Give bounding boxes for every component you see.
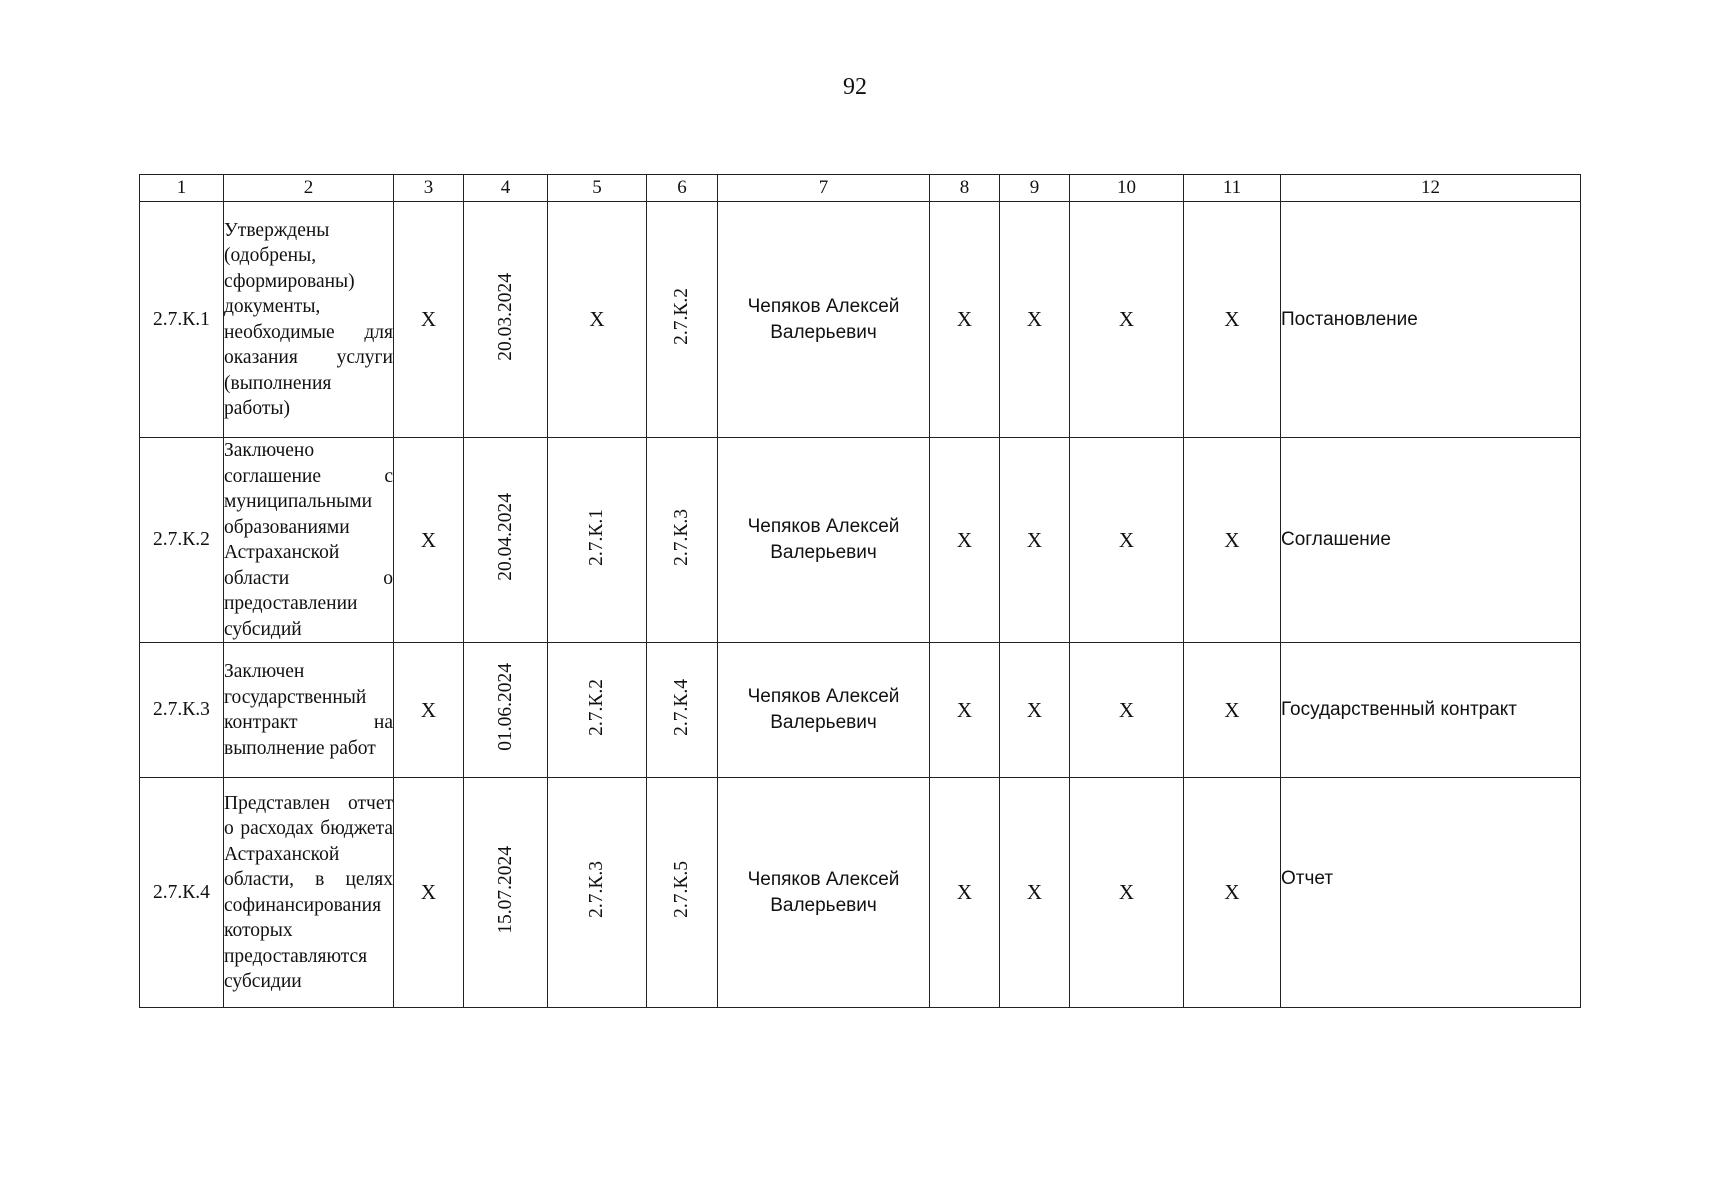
cell-date — [464, 438, 548, 643]
cell-col10: Х — [1070, 643, 1184, 778]
cell-col10: Х — [1070, 778, 1184, 1008]
table-row — [140, 778, 1581, 1008]
date-text: 20.03.2024 — [494, 272, 516, 361]
responsible-person: Чепяков Алексей Валерьевич — [718, 202, 930, 438]
cell-date — [464, 202, 548, 438]
successor-text: 2.7.К.2 — [671, 288, 692, 345]
column-header: 3 — [394, 175, 464, 202]
control-point-name: Заключено соглашение с муниципальными образованиями Астраханской области о предоставлении субсидий — [224, 438, 394, 643]
column-header: 9 — [1000, 175, 1070, 202]
column-header: 11 — [1184, 175, 1281, 202]
cell-col3: Х — [394, 438, 464, 643]
column-header: 2 — [224, 175, 394, 202]
cell-col11: Х — [1184, 643, 1281, 778]
column-header: 8 — [930, 175, 1000, 202]
document-type: Соглашение — [1281, 438, 1581, 643]
cell-successor — [647, 778, 718, 1008]
cell-date — [464, 643, 548, 778]
predecessor-text: 2.7.К.3 — [586, 861, 607, 918]
column-header: 7 — [718, 175, 930, 202]
cell-col9: Х — [1000, 202, 1070, 438]
date-text: 20.04.2024 — [494, 493, 516, 581]
cell-col3: Х — [394, 202, 464, 438]
predecessor-text: 2.7.К.2 — [586, 678, 607, 736]
predecessor-text: 2.7.К.1 — [586, 508, 607, 566]
responsible-person: Чепяков Алексей Валерьевич — [718, 778, 930, 1008]
page-number: 92 — [843, 74, 867, 100]
control-point-name: Заключен государственный контракт на выполнение работ — [224, 643, 394, 778]
column-header: 1 — [140, 175, 224, 202]
table-row — [140, 643, 1581, 778]
cell-col11: Х — [1184, 438, 1281, 643]
cell-successor — [647, 202, 718, 438]
header-row — [140, 175, 1581, 202]
successor-text: 2.7.К.5 — [671, 861, 692, 918]
cell-col3: Х — [394, 643, 464, 778]
column-header: 5 — [548, 175, 647, 202]
table-row — [140, 438, 1581, 643]
column-header: 4 — [464, 175, 548, 202]
table-row — [140, 202, 1581, 438]
cell-predecessor — [548, 643, 647, 778]
control-point-name: Утверждены (одобрены, сформированы) документы, необходимые для оказания услуги (выполнения работы) — [224, 202, 394, 438]
cell-predecessor — [548, 438, 647, 643]
cell-successor — [647, 643, 718, 778]
cell-predecessor — [548, 778, 647, 1008]
column-header: 12 — [1281, 175, 1581, 202]
control-point-code: 2.7.К.1 — [140, 202, 224, 438]
cell-col3: Х — [394, 778, 464, 1008]
cell-predecessor: Х — [548, 202, 647, 438]
cell-date — [464, 778, 548, 1008]
document-type: Постановление — [1281, 202, 1581, 438]
cell-col9: Х — [1000, 643, 1070, 778]
control-point-code: 2.7.К.3 — [140, 643, 224, 778]
control-points-table — [139, 174, 1581, 1008]
document-type-text: Отчет — [1281, 867, 1334, 889]
control-point-code: 2.7.К.4 — [140, 778, 224, 1008]
cell-col11: Х — [1184, 778, 1281, 1008]
control-point-name: Представлен отчет о расходах бюджета Астраханской области, в целях софинансирования которых предоставляются субсидии — [224, 778, 394, 1008]
document-type — [1281, 778, 1581, 1008]
cell-successor — [647, 438, 718, 643]
cell-col9: Х — [1000, 438, 1070, 643]
cell-col11: Х — [1184, 202, 1281, 438]
column-header: 6 — [647, 175, 718, 202]
cell-col9: Х — [1000, 778, 1070, 1008]
responsible-person: Чепяков Алексей Валерьевич — [718, 643, 930, 778]
cell-col8: Х — [930, 438, 1000, 643]
cell-col8: Х — [930, 643, 1000, 778]
document-type: Государственный контракт — [1281, 643, 1581, 778]
cell-col10: Х — [1070, 202, 1184, 438]
successor-text: 2.7.К.3 — [671, 508, 692, 566]
cell-col10: Х — [1070, 438, 1184, 643]
date-text: 01.06.2024 — [494, 663, 516, 751]
column-header: 10 — [1070, 175, 1184, 202]
cell-col8: Х — [930, 202, 1000, 438]
date-text: 15.07.2024 — [494, 845, 516, 934]
cell-col8: Х — [930, 778, 1000, 1008]
successor-text: 2.7.К.4 — [671, 678, 692, 736]
responsible-person: Чепяков Алексей Валерьевич — [718, 438, 930, 643]
control-point-code: 2.7.К.2 — [140, 438, 224, 643]
